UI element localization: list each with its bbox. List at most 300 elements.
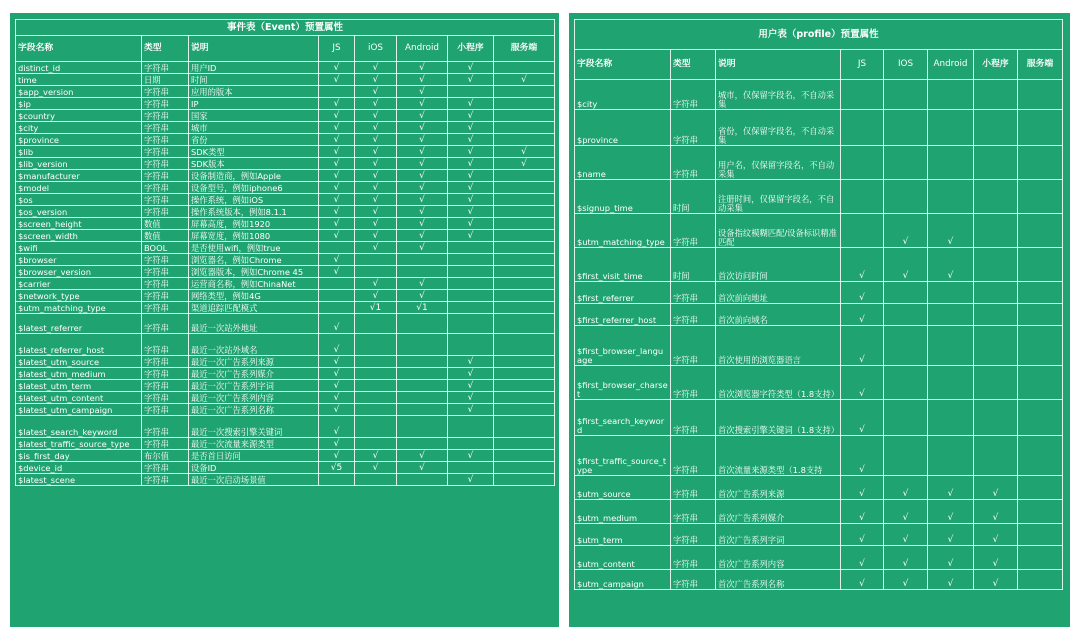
miniprogram-cell: √ — [974, 500, 1018, 524]
column-header: 说明 — [189, 36, 319, 62]
table-row — [575, 524, 1063, 546]
description-cell: 操作系统版本，例如8.1.1 — [189, 206, 319, 218]
js-cell: √ — [841, 400, 884, 436]
server-cell — [1018, 570, 1063, 590]
server-cell — [494, 380, 555, 392]
js-cell — [841, 214, 884, 248]
description-cell: 城市，仅保留字段名，不自动采集 — [716, 80, 841, 110]
field-name-cell: $name — [575, 146, 671, 180]
field-name-cell: distinct_id — [16, 62, 142, 74]
server-cell — [494, 98, 555, 110]
server-cell — [494, 242, 555, 254]
ios-cell: √ — [355, 110, 397, 122]
miniprogram-cell: √ — [448, 158, 494, 170]
ios-cell: √ — [884, 500, 928, 524]
type-cell: 字符串 — [142, 146, 189, 158]
miniprogram-cell — [448, 334, 494, 356]
description-cell: 最近一次流量来源类型 — [189, 438, 319, 450]
column-header: 类型 — [671, 50, 716, 80]
description-cell: 设备指纹模糊匹配/设备标识精准匹配 — [716, 214, 841, 248]
table-row — [16, 230, 555, 242]
android-cell: √ — [397, 450, 448, 462]
table-row — [16, 218, 555, 230]
description-cell: 最近一次广告系列字词 — [189, 380, 319, 392]
android-cell: √ — [397, 146, 448, 158]
type-cell: 字符串 — [142, 122, 189, 134]
description-cell: 最近一次站外地址 — [189, 314, 319, 334]
type-cell: 字符串 — [671, 326, 716, 366]
js-cell: √ — [841, 436, 884, 476]
android-cell — [928, 80, 974, 110]
field-name-cell: $browser — [16, 254, 142, 266]
table-row — [16, 474, 555, 486]
android-cell — [928, 146, 974, 180]
ios-cell: √ — [355, 182, 397, 194]
android-cell: √ — [397, 134, 448, 146]
miniprogram-cell — [974, 110, 1018, 146]
type-cell: 字符串 — [671, 366, 716, 400]
description-cell: 屏幕高度，例如1920 — [189, 218, 319, 230]
type-cell: 字符串 — [671, 570, 716, 590]
js-cell: √ — [319, 170, 355, 182]
server-cell — [494, 314, 555, 334]
type-cell: 字符串 — [671, 476, 716, 500]
field-name-cell: $latest_utm_term — [16, 380, 142, 392]
js-cell: √ — [319, 416, 355, 438]
description-cell: 首次访问时间 — [716, 248, 841, 282]
type-cell: 字符串 — [671, 214, 716, 248]
server-cell — [1018, 304, 1063, 326]
js-cell: √ — [841, 546, 884, 570]
js-cell: √ — [319, 356, 355, 368]
ios-cell: √ — [355, 230, 397, 242]
js-cell: √ — [319, 194, 355, 206]
type-cell: 字符串 — [142, 182, 189, 194]
miniprogram-cell — [448, 302, 494, 314]
js-cell: √ — [841, 570, 884, 590]
miniprogram-cell: √ — [974, 570, 1018, 590]
server-cell — [1018, 282, 1063, 304]
type-cell: 字符串 — [142, 302, 189, 314]
android-cell — [928, 436, 974, 476]
field-name-cell: $city — [16, 122, 142, 134]
android-cell: √ — [397, 170, 448, 182]
field-name-cell: $city — [575, 80, 671, 110]
ios-cell — [355, 266, 397, 278]
column-header: iOS — [355, 36, 397, 62]
android-cell: √ — [397, 242, 448, 254]
description-cell: 省份，仅保留字段名，不自动采集 — [716, 110, 841, 146]
description-cell: 城市 — [189, 122, 319, 134]
android-cell — [928, 282, 974, 304]
description-cell: 渠道追踪匹配模式 — [189, 302, 319, 314]
column-header: Android — [928, 50, 974, 80]
android-cell: √ — [928, 476, 974, 500]
field-name-cell: $os_version — [16, 206, 142, 218]
table-row — [575, 146, 1063, 180]
description-cell: 首次使用的浏览器语言 — [716, 326, 841, 366]
type-cell: 时间 — [671, 180, 716, 214]
description-cell: 浏览器名，例如Chrome — [189, 254, 319, 266]
miniprogram-cell: √ — [448, 194, 494, 206]
server-cell — [1018, 326, 1063, 366]
ios-cell: √ — [355, 146, 397, 158]
miniprogram-cell: √ — [448, 368, 494, 380]
miniprogram-cell — [974, 80, 1018, 110]
type-cell: 字符串 — [142, 462, 189, 474]
android-cell: √ — [397, 206, 448, 218]
ios-cell — [355, 438, 397, 450]
description-cell: 首次搜索引擎关键词（1.8支持） — [716, 400, 841, 436]
ios-cell: √ — [355, 242, 397, 254]
type-cell: 字符串 — [142, 170, 189, 182]
type-cell: 字符串 — [142, 62, 189, 74]
ios-cell: √ — [355, 290, 397, 302]
type-cell: 字符串 — [142, 334, 189, 356]
android-cell: √ — [397, 290, 448, 302]
ios-cell — [884, 326, 928, 366]
type-cell: 字符串 — [142, 266, 189, 278]
description-cell: 首次浏览器字符类型（1.8支持） — [716, 366, 841, 400]
description-cell: IP — [189, 98, 319, 110]
ios-cell: √ — [355, 62, 397, 74]
js-cell — [841, 110, 884, 146]
js-cell: √ — [841, 476, 884, 500]
server-cell: √ — [494, 158, 555, 170]
server-cell — [1018, 500, 1063, 524]
description-cell: 运营商名称，例如ChinaNet — [189, 278, 319, 290]
js-cell: √ — [841, 304, 884, 326]
table-row — [16, 122, 555, 134]
server-cell — [494, 404, 555, 416]
field-name-cell: time — [16, 74, 142, 86]
table-header-row — [575, 50, 1063, 80]
table-row — [16, 182, 555, 194]
android-cell: √ — [397, 122, 448, 134]
description-cell: 应用的版本 — [189, 86, 319, 98]
js-cell: √ — [319, 146, 355, 158]
type-cell: 数值 — [142, 230, 189, 242]
miniprogram-cell: √ — [448, 392, 494, 404]
type-cell: 字符串 — [142, 98, 189, 110]
js-cell: √ — [319, 368, 355, 380]
miniprogram-cell — [974, 248, 1018, 282]
ios-cell: √ — [884, 546, 928, 570]
description-cell: 用户ID — [189, 62, 319, 74]
server-cell — [494, 254, 555, 266]
miniprogram-cell — [974, 366, 1018, 400]
android-cell: √ — [397, 194, 448, 206]
table-row — [16, 368, 555, 380]
field-name-cell: $lib — [16, 146, 142, 158]
ios-cell: √ — [355, 134, 397, 146]
server-cell — [494, 218, 555, 230]
table-row — [575, 366, 1063, 400]
server-cell — [494, 206, 555, 218]
ios-cell — [884, 304, 928, 326]
ios-cell — [884, 400, 928, 436]
description-cell: 省份 — [189, 134, 319, 146]
android-cell: √ — [928, 214, 974, 248]
server-cell — [494, 266, 555, 278]
description-cell: SDK版本 — [189, 158, 319, 170]
type-cell: 字符串 — [142, 380, 189, 392]
description-cell: 国家 — [189, 110, 319, 122]
js-cell: √ — [841, 524, 884, 546]
field-name-cell: $latest_utm_campaign — [16, 404, 142, 416]
miniprogram-cell — [448, 278, 494, 290]
type-cell: 字符串 — [142, 254, 189, 266]
ios-cell: √ — [884, 524, 928, 546]
type-cell: 字符串 — [671, 304, 716, 326]
column-header: 字段名称 — [16, 36, 142, 62]
js-cell — [319, 278, 355, 290]
ios-cell: √ — [355, 158, 397, 170]
column-header: 服务端 — [494, 36, 555, 62]
android-cell — [397, 334, 448, 356]
description-cell: 首次广告系列内容 — [716, 546, 841, 570]
field-name-cell: $country — [16, 110, 142, 122]
server-cell — [494, 334, 555, 356]
android-cell: √ — [397, 110, 448, 122]
table-row — [16, 62, 555, 74]
type-cell: 字符串 — [142, 368, 189, 380]
column-header: 小程序 — [974, 50, 1018, 80]
android-cell — [928, 366, 974, 400]
type-cell: 字符串 — [142, 206, 189, 218]
android-cell — [397, 266, 448, 278]
miniprogram-cell — [974, 400, 1018, 436]
android-cell — [928, 304, 974, 326]
ios-cell — [355, 392, 397, 404]
type-cell: 字符串 — [142, 392, 189, 404]
js-cell: √ — [319, 134, 355, 146]
miniprogram-cell: √ — [448, 450, 494, 462]
android-cell: √ — [397, 462, 448, 474]
field-name-cell: $signup_time — [575, 180, 671, 214]
table-row — [575, 546, 1063, 570]
field-name-cell: $utm_matching_type — [575, 214, 671, 248]
android-cell — [397, 356, 448, 368]
js-cell: √ — [319, 450, 355, 462]
table-row — [16, 416, 555, 438]
table-row — [16, 206, 555, 218]
server-cell — [494, 182, 555, 194]
miniprogram-cell: √ — [448, 98, 494, 110]
description-cell: 注册时间，仅保留字段名，不自动采集 — [716, 180, 841, 214]
ios-cell — [884, 282, 928, 304]
table-row — [16, 450, 555, 462]
table-row — [16, 86, 555, 98]
server-cell — [494, 462, 555, 474]
field-name-cell: $network_type — [16, 290, 142, 302]
js-cell — [319, 242, 355, 254]
server-cell — [494, 438, 555, 450]
server-cell — [1018, 476, 1063, 500]
ios-cell — [355, 314, 397, 334]
ios-cell — [355, 254, 397, 266]
android-cell — [928, 326, 974, 366]
server-cell — [494, 474, 555, 486]
description-cell: 设备制造商，例如Apple — [189, 170, 319, 182]
js-cell — [319, 86, 355, 98]
type-cell: 字符串 — [671, 546, 716, 570]
profile-table-title: 用户表（profile）预置属性 — [575, 20, 1063, 50]
table-row — [16, 334, 555, 356]
table-row — [16, 194, 555, 206]
android-cell — [928, 400, 974, 436]
type-cell: 字符串 — [142, 416, 189, 438]
server-cell — [1018, 366, 1063, 400]
ios-cell — [884, 80, 928, 110]
js-cell: √ — [319, 438, 355, 450]
js-cell: √ — [319, 74, 355, 86]
server-cell — [494, 368, 555, 380]
server-cell — [1018, 214, 1063, 248]
ios-cell: √ — [355, 170, 397, 182]
ios-cell: √ — [884, 476, 928, 500]
server-cell — [494, 290, 555, 302]
description-cell: 是否使用wifi，例如true — [189, 242, 319, 254]
miniprogram-cell: √ — [448, 218, 494, 230]
field-name-cell: $latest_utm_medium — [16, 368, 142, 380]
description-cell: 首次广告系列字词 — [716, 524, 841, 546]
event-table-panel — [10, 13, 559, 627]
miniprogram-cell: √ — [448, 134, 494, 146]
miniprogram-cell — [448, 266, 494, 278]
ios-cell: √ — [355, 194, 397, 206]
server-cell — [494, 416, 555, 438]
description-cell: 浏览器版本，例如Chrome 45 — [189, 266, 319, 278]
table-row — [575, 214, 1063, 248]
table-row — [575, 304, 1063, 326]
android-cell — [397, 416, 448, 438]
miniprogram-cell: √ — [448, 182, 494, 194]
field-name-cell: $screen_height — [16, 218, 142, 230]
miniprogram-cell: √ — [448, 146, 494, 158]
ios-cell — [355, 474, 397, 486]
description-cell: 是否首日访问 — [189, 450, 319, 462]
miniprogram-cell — [974, 304, 1018, 326]
table-row — [575, 436, 1063, 476]
field-name-cell: $first_search_keyword — [575, 400, 671, 436]
js-cell — [841, 180, 884, 214]
server-cell — [494, 302, 555, 314]
description-cell: 首次前向域名 — [716, 304, 841, 326]
js-cell: √ — [841, 326, 884, 366]
table-row — [16, 438, 555, 450]
js-cell — [319, 290, 355, 302]
android-cell: √ — [397, 86, 448, 98]
table-row — [16, 146, 555, 158]
field-name-cell: $province — [16, 134, 142, 146]
android-cell: √ — [397, 74, 448, 86]
server-cell — [494, 170, 555, 182]
table-row — [16, 158, 555, 170]
miniprogram-cell — [974, 282, 1018, 304]
table-row — [16, 134, 555, 146]
miniprogram-cell: √ — [448, 474, 494, 486]
field-name-cell: $model — [16, 182, 142, 194]
type-cell: 字符串 — [142, 278, 189, 290]
js-cell: √ — [319, 206, 355, 218]
android-cell — [928, 110, 974, 146]
miniprogram-cell: √ — [448, 74, 494, 86]
js-cell: √ — [319, 158, 355, 170]
field-name-cell: $first_visit_time — [575, 248, 671, 282]
type-cell: 字符串 — [142, 194, 189, 206]
table-row — [16, 242, 555, 254]
description-cell: 最近一次广告系列媒介 — [189, 368, 319, 380]
server-cell — [1018, 180, 1063, 214]
column-header: Android — [397, 36, 448, 62]
type-cell: 时间 — [671, 248, 716, 282]
ios-cell: √ — [355, 450, 397, 462]
description-cell: 网络类型，例如4G — [189, 290, 319, 302]
field-name-cell: $first_referrer — [575, 282, 671, 304]
android-cell — [928, 180, 974, 214]
field-name-cell: $utm_medium — [575, 500, 671, 524]
field-name-cell: $utm_term — [575, 524, 671, 546]
field-name-cell: $latest_scene — [16, 474, 142, 486]
miniprogram-cell — [448, 462, 494, 474]
js-cell: √ — [319, 392, 355, 404]
ios-cell — [355, 380, 397, 392]
miniprogram-cell: √ — [974, 546, 1018, 570]
miniprogram-cell: √ — [448, 404, 494, 416]
android-cell: √ — [928, 524, 974, 546]
js-cell: √ — [841, 248, 884, 282]
ios-cell — [355, 356, 397, 368]
ios-cell: √ — [355, 98, 397, 110]
server-cell — [1018, 80, 1063, 110]
js-cell — [841, 146, 884, 180]
type-cell: 字符串 — [671, 500, 716, 524]
android-cell: √ — [928, 248, 974, 282]
server-cell — [494, 278, 555, 290]
server-cell — [494, 86, 555, 98]
android-cell: √ — [397, 182, 448, 194]
miniprogram-cell — [974, 180, 1018, 214]
description-cell: 首次流量来源类型（1.8支持 — [716, 436, 841, 476]
table-row — [16, 392, 555, 404]
description-cell: 最近一次搜索引擎关键词 — [189, 416, 319, 438]
table-row — [16, 404, 555, 416]
js-cell: √ — [319, 266, 355, 278]
type-cell: 数值 — [142, 218, 189, 230]
ios-cell: √ — [884, 214, 928, 248]
field-name-cell: $ip — [16, 98, 142, 110]
type-cell: 布尔值 — [142, 450, 189, 462]
ios-cell — [884, 146, 928, 180]
description-cell: 最近一次启动场景值 — [189, 474, 319, 486]
android-cell — [397, 380, 448, 392]
column-header: IOS — [884, 50, 928, 80]
field-name-cell: $utm_source — [575, 476, 671, 500]
table-row — [16, 462, 555, 474]
table-row — [575, 500, 1063, 524]
type-cell: 字符串 — [142, 314, 189, 334]
column-header: 类型 — [142, 36, 189, 62]
android-cell — [397, 438, 448, 450]
js-cell: √ — [319, 380, 355, 392]
js-cell: √5 — [319, 462, 355, 474]
miniprogram-cell — [448, 290, 494, 302]
field-name-cell: $device_id — [16, 462, 142, 474]
type-cell: 字符串 — [671, 436, 716, 476]
js-cell: √ — [319, 110, 355, 122]
table-row — [16, 110, 555, 122]
